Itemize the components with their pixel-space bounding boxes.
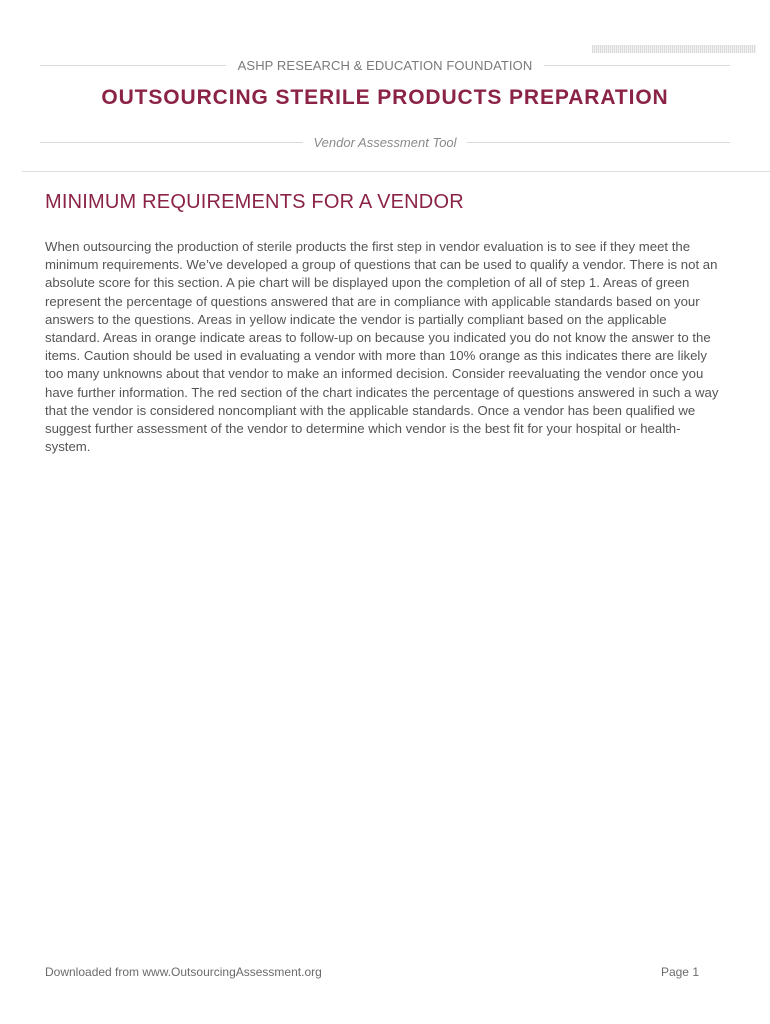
subtitle-rule-right — [467, 142, 730, 143]
subtitle-rule-left — [40, 142, 303, 143]
organization-rule-left — [40, 65, 226, 66]
document-title: OUTSOURCING STERILE PRODUCTS PREPARATION — [101, 86, 669, 109]
footer-download-note: Downloaded from www.OutsourcingAssessment.org — [45, 965, 322, 979]
section-body-paragraph: When outsourcing the production of sterile products the first step in vendor evaluation is to see if they meet the minimum requirements. We’ve developed a group of questions that can be used to qualify a vendor. There is not an absolute score for this section. A pie chart will be displayed upon the completion of all of step 1. Areas of green represent the percentage of questions answered that are in compliance with applicable standards based on your answers to the questions. Areas in yellow indicate the vendor is partially compliant based on the applicable standard. Areas in orange indicate areas to follow-up on because you indicated you do not know the answer to the items. Caution should be used in evaluating a vendor with more than 10% orange as this indicates there are likely too many unknowns about that vendor to make an informed decision. Consider reevaluating the vendor once you have further information. The red section of the chart indicates the percentage of questions answered in such a way that the vendor is considered noncompliant with the applicable standards. Once a vendor has been qualified we suggest further assessment of the vendor to determine which vendor is the best fit for your hospital or health-system. — [45, 239, 719, 455]
organization-rule-right — [544, 65, 730, 66]
header-divider — [22, 171, 770, 172]
corner-watermark — [592, 45, 756, 53]
section-heading: MINIMUM REQUIREMENTS FOR A VENDOR — [45, 191, 464, 213]
organization-name: ASHP RESEARCH & EDUCATION FOUNDATION — [237, 57, 533, 73]
organization-banner — [40, 55, 730, 75]
page-footer — [45, 965, 699, 979]
footer-page-number: Page 1 — [660, 965, 699, 979]
document-subtitle: Vendor Assessment Tool — [313, 134, 457, 150]
subtitle-banner — [40, 132, 730, 152]
